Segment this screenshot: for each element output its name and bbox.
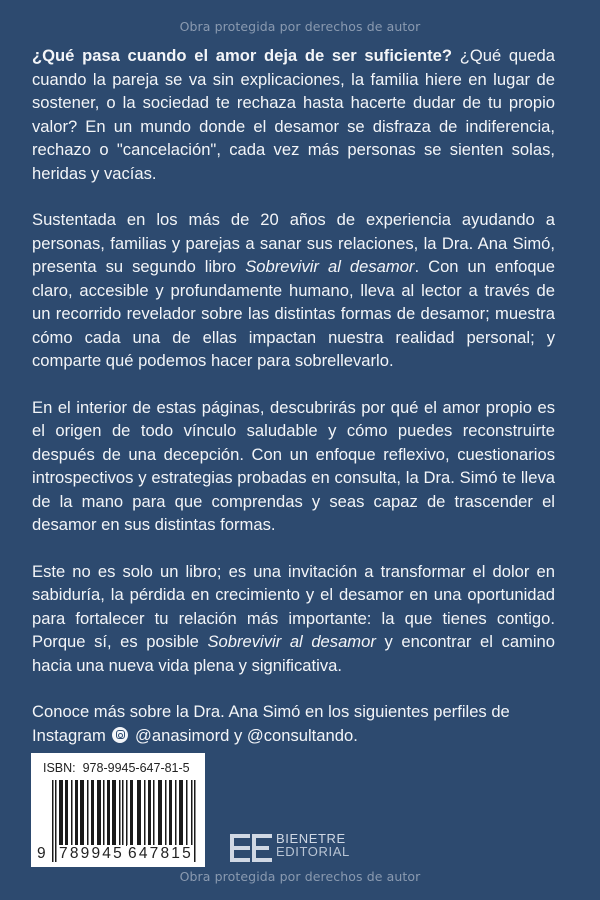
isbn-label: ISBN: 978-9945-647-81-5 [43, 761, 190, 775]
blurb-paragraph-1 [32, 44, 555, 185]
copyright-watermark-top: Obra protegida por derechos de autor [179, 19, 421, 34]
blurb-paragraph-5 [32, 700, 555, 747]
back-cover-blurb [32, 44, 555, 770]
blurb-paragraph-5-text-a: Conoce más sobre la Dra. Ana Simó en los siguientes perfiles de Instagram [32, 702, 510, 745]
blurb-paragraph-3: En el interior de estas páginas, descubrirás por qué el amor propio es el origen de todo vínculo saludable y cómo puedes reconstruirte después de una decepción. Con un enfoque reflexivo, cuestionarios introspectivos y estrategias probadas en consulta, la Dra. Simó te lleva de la mano para que comprendas y seas capaz de trascender el desamor en sus distintas formas. [32, 397, 555, 534]
isbn-barcode [31, 753, 205, 867]
instagram-handles: @anasimord y @consultando. [130, 725, 358, 745]
publisher-name-line1: BIENETRE [276, 831, 346, 846]
blurb-paragraph-2 [32, 208, 555, 373]
ean-right-group: 647815 [128, 845, 193, 862]
publisher-name-line2: EDITORIAL [276, 844, 350, 859]
blurb-paragraph-2-text-a: Sustentada en los más de 20 años de experiencia ayudando a personas, familias y parejas a sanar sus relaciones, la Dra. Ana Simó, presenta su segundo libro [32, 210, 555, 276]
blurb-paragraph-4 [32, 560, 555, 678]
blurb-lead-question: ¿Qué pasa cuando el amor deja de ser suficiente? [32, 46, 453, 65]
book-title-italic: Sobrevivir al desamor [245, 257, 415, 276]
blurb-paragraph-4-text-a: Este no es solo un libro; es una invitación a transformar el dolor en sabiduría, la pérdida en crecimiento y el desamor en una oportunidad para fortalecer tu relación más importante: la que tienes contigo. Porque sí, es posible [32, 561, 555, 651]
bienetre-logo-icon [230, 834, 272, 862]
book-title-italic: Sobrevivir al desamor [207, 632, 376, 651]
ean-left-group: 789945 [59, 845, 124, 862]
publisher-name [276, 832, 350, 858]
ean-digits [31, 845, 205, 865]
copyright-watermark-bottom: Obra protegida por derechos de autor [179, 869, 421, 884]
instagram-icon [112, 727, 128, 743]
blurb-paragraph-4-text-b: y encontrar el camino hacia una nueva vida plena y significativa. [32, 632, 556, 675]
ean-lead-digit: 9 [37, 845, 46, 862]
blurb-paragraph-1-text: ¿Qué queda cuando la pareja se va sin explicaciones, la familia hiere en lugar de sostener, o la sociedad te rechaza hasta hacerte dudar de tu propio valor? En un mundo donde el desamor se disfraza de indiferencia, rechazo o "cancelación", cada vez más personas se sienten solas, heridas y vacías. [32, 46, 555, 183]
blurb-paragraph-2-text-b: . Con un enfoque claro, accesible y profundamente humano, lleva al lector a través de un recorrido revelador sobre las distintas formas de desamor; muestra cómo cada una de ellas impactan nuestra realidad personal; y comparte qué podemos hacer para sobrellevarlo. [32, 257, 555, 370]
